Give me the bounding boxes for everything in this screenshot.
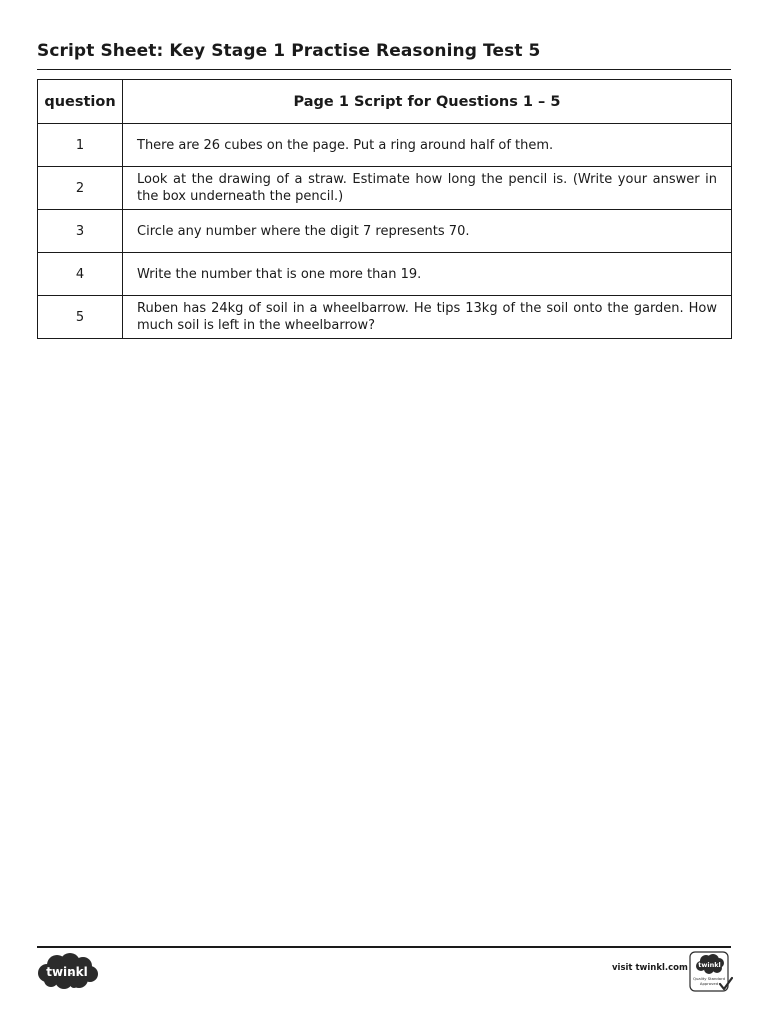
visit-link[interactable]: visit twinkl.com [612, 963, 688, 973]
question-number: 4 [38, 253, 123, 296]
header-script: Page 1 Script for Questions 1 – 5 [123, 80, 732, 124]
svg-text:twinkl: twinkl [698, 961, 721, 969]
table-row [38, 124, 732, 167]
question-number: 2 [38, 167, 123, 210]
question-script: There are 26 cubes on the page. Put a ring around half of them. [123, 124, 732, 167]
title-divider [37, 69, 731, 70]
question-script: Ruben has 24kg of soil in a wheelbarrow. He tips 13kg of the soil onto the garden. How much soil is left in the wheelbarrow? [123, 296, 732, 339]
question-number: 1 [38, 124, 123, 167]
table-row [38, 167, 732, 210]
twinkl-logo [37, 953, 99, 989]
question-number: 3 [38, 210, 123, 253]
question-number: 5 [38, 296, 123, 339]
question-script: Write the number that is one more than 19. [123, 253, 732, 296]
table-header-row [38, 80, 732, 124]
question-script: Circle any number where the digit 7 represents 70. [123, 210, 732, 253]
table-row [38, 296, 732, 339]
svg-text:Quality Standard: Quality Standard [692, 976, 726, 981]
script-table [37, 79, 732, 339]
quality-standard-badge [689, 951, 733, 993]
page-title: Script Sheet: Key Stage 1 Practise Reasoning Test 5 [37, 41, 541, 61]
table-row [38, 253, 732, 296]
question-script: Look at the drawing of a straw. Estimate how long the pencil is. (Write your answer in the box underneath the pencil.) [123, 167, 732, 210]
table-row [38, 210, 732, 253]
header-question: question [38, 80, 123, 124]
svg-text:Approved: Approved [699, 981, 719, 986]
logo-text: twinkl [46, 965, 88, 979]
footer-divider [37, 946, 731, 948]
